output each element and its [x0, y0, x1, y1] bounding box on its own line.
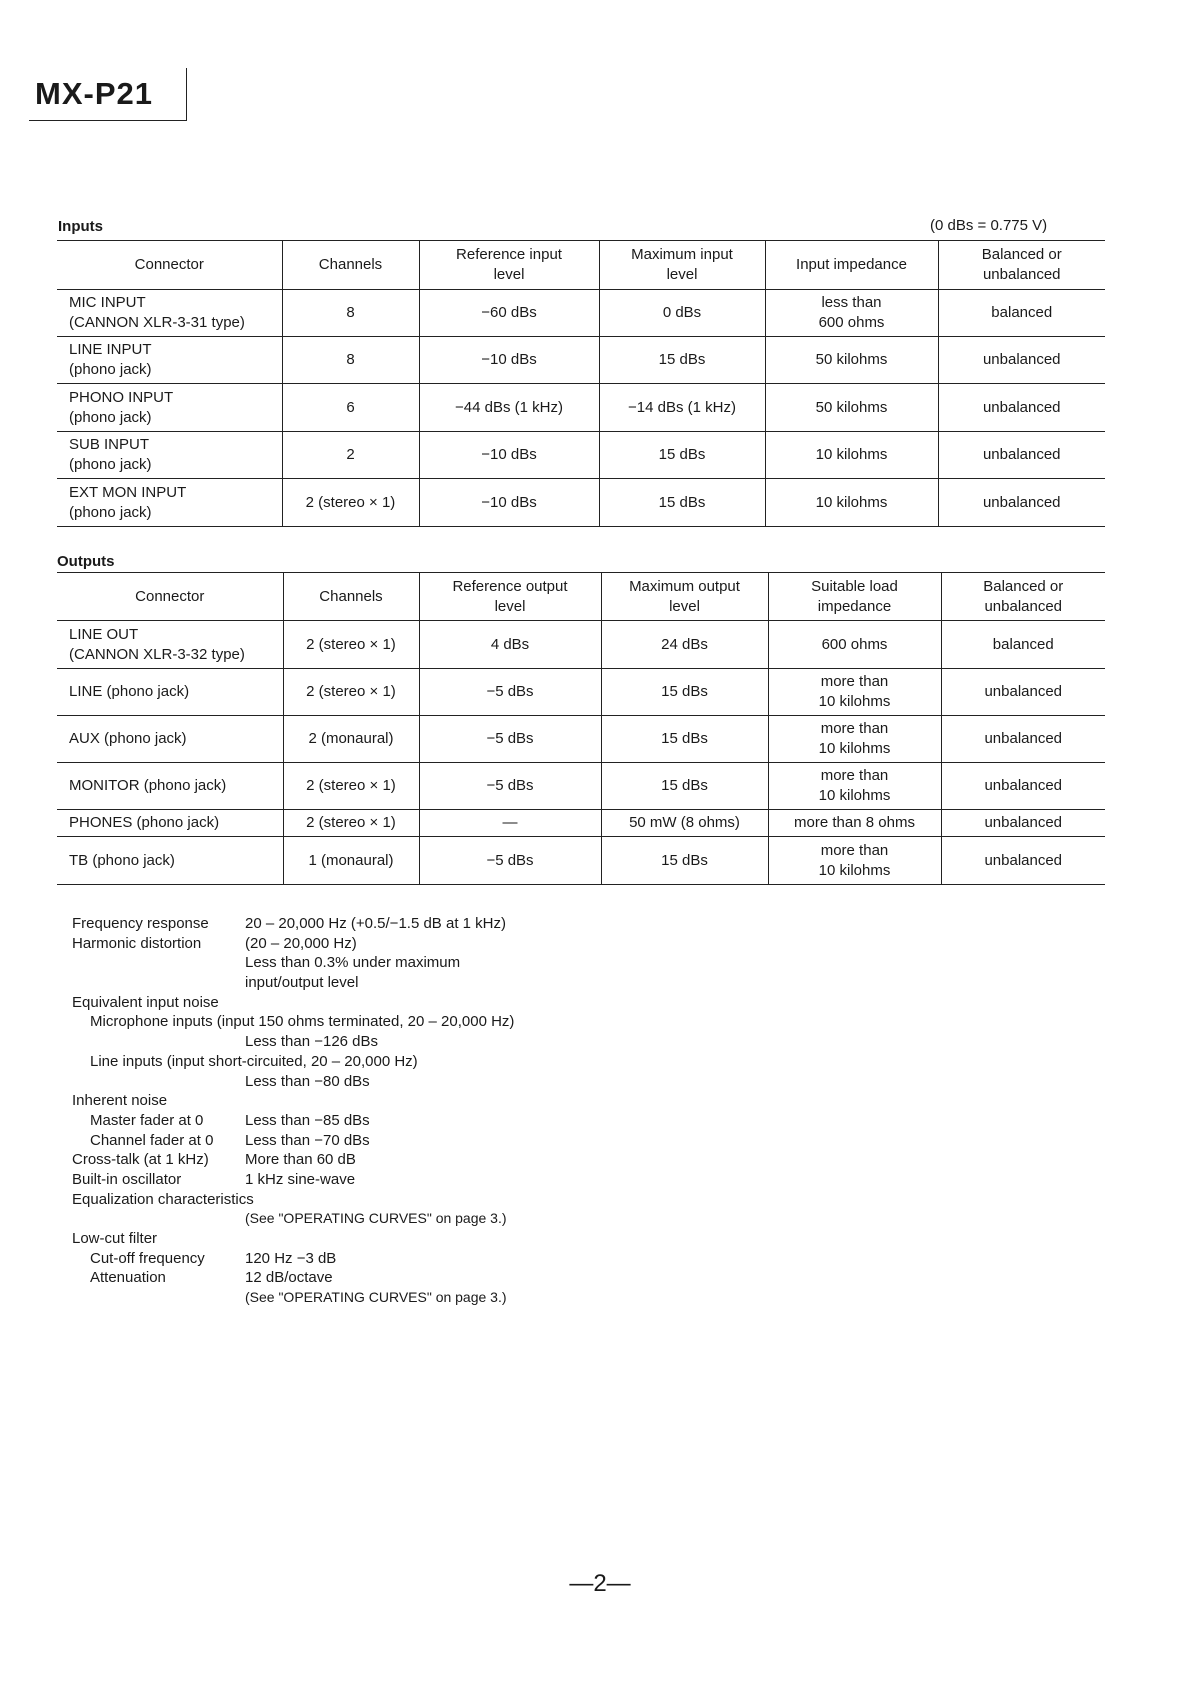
table-cell: TB (phono jack) — [57, 837, 283, 885]
table-cell: unbalanced — [941, 810, 1105, 837]
spec-value: Less than −126 dBs — [245, 1033, 379, 1051]
table-cell: −5 dBs — [419, 837, 601, 885]
table-cell: 10 kilohms — [765, 432, 938, 479]
table-cell: more than 10 kilohms — [768, 716, 941, 763]
table-cell: 15 dBs — [599, 432, 765, 479]
spec-value: input/output level — [245, 974, 359, 992]
table-cell: 0 dBs — [599, 290, 765, 337]
outputs-header-cell: Channels — [283, 573, 419, 621]
table-cell: 2 (stereo × 1) — [283, 621, 419, 669]
table-row — [57, 432, 1105, 479]
spec-label: Line inputs (input short-circuited, 20 – 20,000 Hz) — [90, 1052, 418, 1070]
table-cell: −5 dBs — [419, 716, 601, 763]
spec-label: Built-in oscillator — [72, 1170, 182, 1188]
spec-label: Channel fader at 0 — [90, 1131, 214, 1149]
table-cell: 2 — [282, 432, 419, 479]
table-cell: unbalanced — [941, 669, 1105, 716]
table-cell: −10 dBs — [419, 337, 599, 384]
table-cell: 8 — [282, 290, 419, 337]
inputs-header-cell: Connector — [57, 241, 282, 290]
table-cell: 10 kilohms — [765, 479, 938, 527]
spec-value: Less than −85 dBs — [245, 1111, 370, 1129]
reference-level-note: (0 dBs = 0.775 V) — [930, 217, 1048, 234]
table-cell: 2 (stereo × 1) — [283, 669, 419, 716]
table-cell: balanced — [938, 290, 1105, 337]
table-cell: unbalanced — [941, 716, 1105, 763]
table-cell: LINE INPUT (phono jack) — [57, 337, 282, 384]
table-cell: unbalanced — [938, 337, 1105, 384]
page-number: —2— — [569, 1570, 631, 1597]
table-cell: PHONO INPUT (phono jack) — [57, 384, 282, 432]
table-cell: more than 10 kilohms — [768, 837, 941, 885]
table-cell: SUB INPUT (phono jack) — [57, 432, 282, 479]
table-cell: PHONES (phono jack) — [57, 810, 283, 837]
table-cell: 24 dBs — [601, 621, 768, 669]
table-cell: −5 dBs — [419, 669, 601, 716]
table-cell: more than 8 ohms — [768, 810, 941, 837]
table-cell: EXT MON INPUT (phono jack) — [57, 479, 282, 527]
spec-label: Equivalent input noise — [72, 993, 219, 1011]
inputs-header-cell: Balanced or unbalanced — [938, 241, 1105, 290]
table-cell: unbalanced — [941, 763, 1105, 810]
spec-label: Microphone inputs (input 150 ohms terminated, 20 – 20,000 Hz) — [90, 1013, 515, 1031]
table-row — [57, 384, 1105, 432]
spec-label: Equalization characteristics — [72, 1190, 254, 1208]
table-cell: 50 kilohms — [765, 384, 938, 432]
title-rule-horizontal — [29, 120, 187, 121]
table-cell: 2 (stereo × 1) — [283, 763, 419, 810]
spec-value: (See "OPERATING CURVES" on page 3.) — [245, 1210, 507, 1227]
inputs-table — [57, 240, 1105, 527]
model-name: MX-P21 — [35, 76, 153, 111]
title-rule-vertical — [186, 68, 187, 121]
table-cell: 50 kilohms — [765, 337, 938, 384]
table-cell: unbalanced — [938, 432, 1105, 479]
table-cell: 15 dBs — [599, 479, 765, 527]
table-cell: MIC INPUT (CANNON XLR-3-31 type) — [57, 290, 282, 337]
outputs-header-cell: Suitable load impedance — [768, 573, 941, 621]
outputs-header-cell: Balanced or unbalanced — [941, 573, 1105, 621]
spec-value: 20 – 20,000 Hz (+0.5/−1.5 dB at 1 kHz) — [245, 915, 506, 932]
inputs-title: Inputs — [58, 218, 103, 235]
inputs-header-row — [57, 241, 1105, 290]
outputs-header-cell: Connector — [57, 573, 283, 621]
spec-label: Cut-off frequency — [90, 1249, 205, 1267]
table-cell: −10 dBs — [419, 432, 599, 479]
table-row — [57, 479, 1105, 527]
spec-label: Attenuation — [90, 1269, 166, 1287]
spec-value: (See "OPERATING CURVES" on page 3.) — [245, 1289, 507, 1306]
spec-label: Cross-talk (at 1 kHz) — [72, 1151, 209, 1169]
outputs-header-row — [57, 573, 1105, 621]
spec-value: Less than −80 dBs — [245, 1072, 370, 1090]
table-row — [57, 337, 1105, 384]
spec-label: Low-cut filter — [72, 1230, 158, 1247]
table-row — [57, 290, 1105, 337]
table-row — [57, 621, 1105, 669]
spec-value: More than 60 dB — [245, 1151, 356, 1169]
table-row — [57, 669, 1105, 716]
inputs-header-cell: Channels — [282, 241, 419, 290]
table-cell: −44 dBs (1 kHz) — [419, 384, 599, 432]
table-cell: 600 ohms — [768, 621, 941, 669]
table-row — [57, 716, 1105, 763]
spec-value: 120 Hz −3 dB — [245, 1249, 337, 1267]
table-cell: 1 (monaural) — [283, 837, 419, 885]
table-cell: — — [419, 810, 601, 837]
table-cell: −60 dBs — [419, 290, 599, 337]
table-cell: AUX (phono jack) — [57, 716, 283, 763]
spec-value: 12 dB/octave — [245, 1269, 333, 1287]
spec-value: Less than 0.3% under maximum — [245, 954, 461, 972]
table-cell: 2 (monaural) — [283, 716, 419, 763]
inputs-header-cell: Input impedance — [765, 241, 938, 290]
table-cell: unbalanced — [938, 384, 1105, 432]
table-cell: 15 dBs — [601, 669, 768, 716]
table-cell: 2 (stereo × 1) — [282, 479, 419, 527]
outputs-header-cell: Reference output level — [419, 573, 601, 621]
table-cell: more than 10 kilohms — [768, 669, 941, 716]
table-cell: 2 (stereo × 1) — [283, 810, 419, 837]
inputs-header-cell: Maximum input level — [599, 241, 765, 290]
table-row — [57, 810, 1105, 837]
table-cell: 8 — [282, 337, 419, 384]
table-cell: −14 dBs (1 kHz) — [599, 384, 765, 432]
table-cell: balanced — [941, 621, 1105, 669]
table-cell: 50 mW (8 ohms) — [601, 810, 768, 837]
table-cell: −5 dBs — [419, 763, 601, 810]
spec-value: Less than −70 dBs — [245, 1131, 370, 1149]
spec-label: Inherent noise — [72, 1092, 168, 1110]
spec-label: Harmonic distortion — [72, 934, 202, 952]
table-cell: LINE OUT (CANNON XLR-3-32 type) — [57, 621, 283, 669]
table-cell: 15 dBs — [601, 763, 768, 810]
table-cell: MONITOR (phono jack) — [57, 763, 283, 810]
table-row — [57, 763, 1105, 810]
table-cell: more than 10 kilohms — [768, 763, 941, 810]
inputs-header-cell: Reference input level — [419, 241, 599, 290]
spec-label: Master fader at 0 — [90, 1111, 204, 1129]
table-cell: unbalanced — [938, 479, 1105, 527]
outputs-table — [57, 572, 1105, 885]
spec-label: Frequency response — [72, 915, 209, 932]
outputs-header-cell: Maximum output level — [601, 573, 768, 621]
table-cell: 4 dBs — [419, 621, 601, 669]
table-cell: unbalanced — [941, 837, 1105, 885]
table-cell: 15 dBs — [601, 716, 768, 763]
spec-value: 1 kHz sine-wave — [245, 1170, 356, 1188]
table-cell: 15 dBs — [599, 337, 765, 384]
table-cell: 6 — [282, 384, 419, 432]
outputs-title: Outputs — [57, 553, 115, 570]
spec-value: (20 – 20,000 Hz) — [245, 934, 357, 952]
table-cell: −10 dBs — [419, 479, 599, 527]
table-cell: less than 600 ohms — [765, 290, 938, 337]
table-cell: 15 dBs — [601, 837, 768, 885]
table-row — [57, 837, 1105, 885]
table-cell: LINE (phono jack) — [57, 669, 283, 716]
